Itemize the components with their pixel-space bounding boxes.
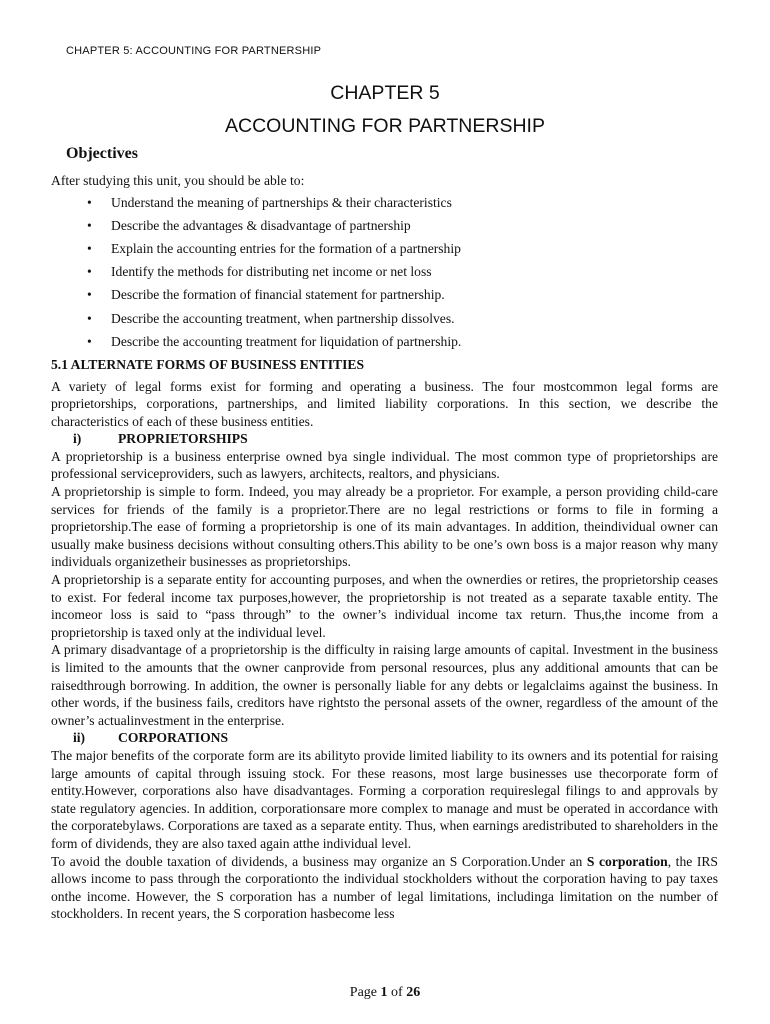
paragraph: A proprietorship is simple to form. Indeed, you may already be a proprietor. For example, a person providing child-care services for friends of the family is a proprietor.There are no legal restrictions or forms to file in forming a proprietorship.The ease of forming a proprietorship is one of its main advantages. In addition, theindividual owner can usually make business decisions without consulting others.This ability to be one’s own boss is a major reason why many individuals organizetheir businesses as proprietorships.: [51, 484, 718, 570]
page-footer: Page 1 of 26: [349, 985, 421, 1000]
subsection-number: ii): [73, 730, 86, 746]
objective-item: • Describe the formation of financial statement for partnership.: [87, 287, 445, 303]
subsection-heading-corporations: [51, 729, 718, 747]
objective-item: • Describe the advantages & disadvantage of partnership: [87, 217, 411, 233]
section-intro: A variety of legal forms exist for forming and operating a business. The four mostcommon legal forms are proprietorships, corporations, partnerships, and limited liability corporations. In this section, we describe the characteristics of each of these business entities.: [51, 378, 718, 429]
paragraph: A proprietorship is a separate entity for accounting purposes, and when the ownerdies or retires, the proprietorship ceases to exist. For federal income tax purposes,however, the proprietorship is not treated as a separate taxable entity. The incomeor loss is said to “pass through” to the owner’s individual income tax return. Thus,the income from a proprietorship is taxed only at the individual level.: [51, 572, 718, 640]
bullet-icon: •: [87, 310, 92, 326]
subsection-heading-proprietorships: [51, 430, 718, 448]
chapter-number-title: CHAPTER 5: [330, 82, 440, 104]
bullet-icon: •: [87, 287, 92, 303]
subsection-number: i): [73, 431, 82, 447]
objective-item: • Describe the accounting treatment for liquidation of partnership.: [87, 333, 462, 349]
objectives-list: [51, 194, 718, 356]
bullet-icon: •: [87, 333, 92, 349]
bullet-icon: •: [87, 240, 92, 256]
bullet-icon: •: [87, 217, 92, 233]
objective-item: • Explain the accounting entries for the formation of a partnership: [87, 240, 461, 256]
bold-term: S corporation: [586, 853, 668, 869]
bullet-icon: •: [87, 264, 92, 280]
objective-item: • Describe the accounting treatment, when partnership dissolves.: [87, 310, 455, 326]
page-body: [51, 172, 718, 923]
running-header: CHAPTER 5: ACCOUNTING FOR PARTNERSHIP: [66, 45, 322, 57]
section-heading: 5.1 ALTERNATE FORMS OF BUSINESS ENTITIES: [51, 356, 364, 372]
total-pages: 26: [406, 985, 421, 1000]
subsection-title: CORPORATIONS: [118, 730, 229, 746]
paragraph: The major benefits of the corporate form are its abilityto provide limited liability to its owners and its potential for raising large amounts of capital through issuing stock. For these reasons, most large businesses use thecorporate form of entity.However, corporations also have disadvantages. Forming a corporation requireslegal filings to and approvals by state regulatory agencies. In addition, corporationsare more complex to manage and must be operated in accordance with the corporatebylaws. Corporations are taxed as a separate entity. Thus, when earnings aredistributed to shareholders in the form of dividends, they are also taxed again atthe individual level.: [51, 747, 718, 851]
objective-item: • Understand the meaning of partnerships & their characteristics: [87, 194, 452, 210]
paragraph: To avoid the double taxation of dividends, a business may organize an S Corporation.Under an S corporation, the IRS allows income to pass through the corporationto the individual stockholders without the corporation having to pay taxes onthe income. However, the S corporation has a number of legal limitations, includinga limitation on the number of stockholders. In recent years, the S corporation hasbecome less: [51, 853, 718, 922]
chapter-title: ACCOUNTING FOR PARTNERSHIP: [225, 115, 545, 137]
objectives-heading: Objectives: [66, 145, 138, 162]
objectives-intro: After studying this unit, you should be able to:: [51, 173, 305, 188]
paragraph: A proprietorship is a business enterprise owned bya single individual. The most common type of proprietorships are professional serviceproviders, such as lawyers, architects, realtors, and physicians.: [51, 448, 718, 482]
subsection-title: PROPRIETORSHIPS: [118, 431, 248, 447]
objective-item: • Identify the methods for distributing net income or net loss: [87, 264, 432, 280]
current-page-number: 1: [380, 985, 388, 1000]
paragraph: A primary disadvantage of a proprietorship is the difficulty in raising large amounts of capital. Investment in the business is limited to the amounts that the owner canprovide from personal resources, plus any additional amounts that can be raisedthrough borrowing. In addition, the owner is personally liable for any debts or legalclaims against the business. In other words, if the business fails, creditors have rightsto the personal assets of the owner, regardless of the amount of the owner’s actualinvestment in the enterprise.: [51, 642, 718, 728]
bullet-icon: •: [87, 194, 92, 210]
